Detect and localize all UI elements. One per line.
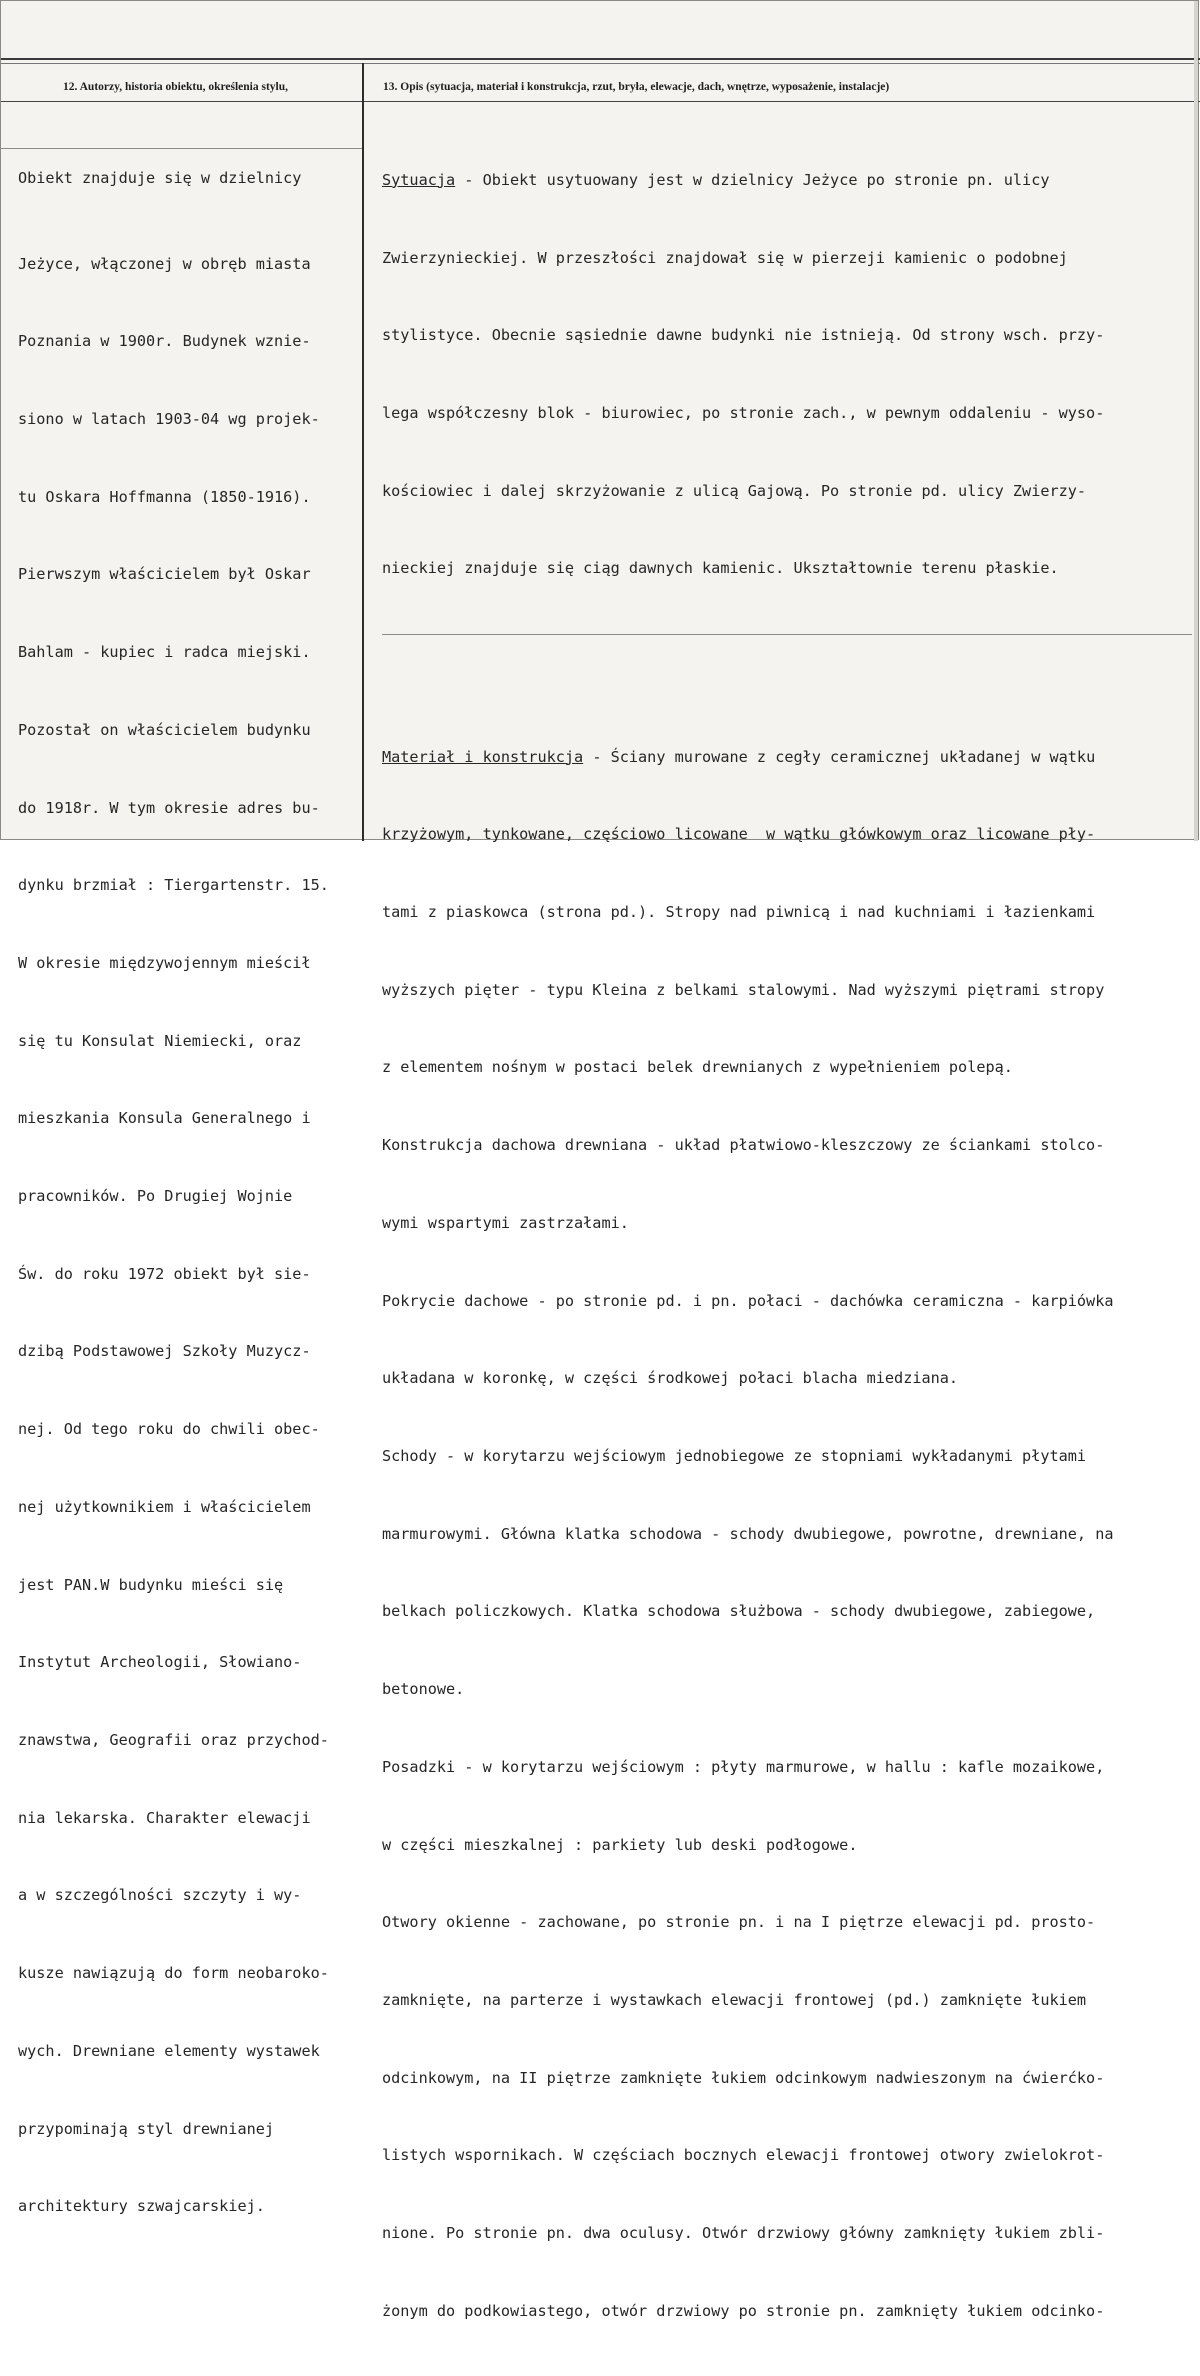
text-line: jest PAN.W budynku mieści się — [18, 1575, 284, 1594]
section-12-header: 12. Autorzy, historia obiektu, określenia stylu, — [63, 81, 289, 93]
text-line: przypominają styl drewnianej — [18, 2119, 275, 2138]
text-line: Jeżyce, włączonej w obręb miasta — [18, 254, 311, 273]
text-line — [382, 745, 1192, 771]
text-line: Posadzki - w korytarzu wejściowym : płyty marmurowe, w hallu : kafle mozaikowe, — [382, 1757, 1105, 1776]
text-line: nej. Od tego roku do chwili obec- — [18, 1420, 320, 1439]
text-line: Zwierzynieckiej. W przeszłości znajdował się w pierzeji kamienic o podobnej — [382, 248, 1068, 267]
sytuacja-heading: Sytuacja — [382, 170, 456, 189]
text-line: a w szczególności szczyty i wy- — [18, 1886, 302, 1905]
text-line: Pierwszym właścicielem był Oskar — [18, 565, 311, 584]
text-line: nej użytkownikiem i właścicielem — [18, 1497, 311, 1516]
text-line: wych. Drewniane elementy wystawek — [18, 2041, 320, 2060]
page-edge — [1194, 1, 1198, 841]
text-line: mieszkania Konsula Generalnego i — [18, 1109, 311, 1128]
top-rule-secondary — [1, 63, 1200, 64]
text-line: architektury szwajcarskiej. — [18, 2197, 265, 2216]
text-line: dzibą Podstawowej Szkoły Muzycz- — [18, 1342, 311, 1361]
header-underline-left — [1, 101, 362, 102]
text-line: W okresie międzywojennym mieścił — [18, 953, 311, 972]
text-line: Poznania w 1900r. Budynek wznie- — [18, 332, 311, 351]
text-line: dynku brzmiał : Tiergartenstr. 15. — [18, 876, 329, 895]
text-line: listych wspornikach. W częściach bocznych elewacji frontowej otwory zwielokrot- — [382, 2146, 1105, 2165]
text-line — [382, 168, 1192, 194]
material-heading: Materiał i konstrukcja — [382, 747, 584, 766]
text-line: krzyżowym, tynkowane, częściowo licowane w wątku główkowym oraz licowane pły- — [382, 825, 1096, 844]
text-line: żonym do podkowiastego, otwór drzwiowy po stronie pn. zamknięty łukiem odcinko- — [382, 2301, 1105, 2320]
text-line: betonowe. — [382, 1680, 465, 1699]
text-line: do 1918r. W tym okresie adres bu- — [18, 798, 320, 817]
description-text — [382, 116, 1192, 2376]
text-line: Pozostał on właścicielem budynku — [18, 720, 311, 739]
text-line: odcinkowym, na II piętrze zamknięte łukiem odcinkowym nadwieszonym na ćwierćko- — [382, 2068, 1105, 2087]
text-line: Obiekt znajduje się w dzielnicy — [18, 168, 302, 187]
text-line: belkach policzkowych. Klatka schodowa służbowa - schody dwubiegowe, zabiegowe, — [382, 1602, 1096, 1621]
section-13-header: 13. Opis (sytuacja, materiał i konstrukcja, rzut, bryła, elewacje, dach, wnętrze, wyposażenie, instalacje) — [383, 81, 890, 93]
header-underline-right — [364, 101, 1200, 102]
text-fragment: - Ściany murowane z cegły ceramicznej układanej w wątku — [583, 747, 1096, 766]
history-text — [18, 114, 358, 2272]
text-line: się tu Konsulat Niemiecki, oraz — [18, 1031, 302, 1050]
text-line: tami z piaskowca (strona pd.). Stropy nad piwnicą i nad kuchniami i łazienkami — [382, 903, 1096, 922]
text-line: stylistyce. Obecnie sąsiednie dawne budynki nie istnieją. Od strony wsch. przy- — [382, 326, 1105, 345]
paragraph-gap — [382, 687, 1192, 693]
text-line: z elementem nośnym w postaci belek drewnianych z wypełnieniem polepą. — [382, 1058, 1013, 1077]
text-line: układana w koronkę, w części środkowej połaci blacha miedziana. — [382, 1369, 959, 1388]
column-divider — [362, 63, 364, 841]
top-rule — [1, 58, 1200, 60]
text-line: Bahlam - kupiec i radca miejski. — [18, 643, 311, 662]
text-line: znawstwa, Geografii oraz przychod- — [18, 1730, 329, 1749]
text-line: pracowników. Po Drugiej Wojnie — [18, 1187, 293, 1206]
text-line: marmurowymi. Główna klatka schodowa - schody dwubiegowe, powrotne, drewniane, na — [382, 1524, 1114, 1543]
text-line: Św. do roku 1972 obiekt był sie- — [18, 1264, 311, 1283]
text-line: wyższych pięter - typu Kleina z belkami stalowymi. Nad wyższymi piętrami stropy — [382, 980, 1105, 999]
text-line: wymi wspartymi zastrzałami. — [382, 1213, 629, 1232]
text-line: Schody - w korytarzu wejściowym jednobiegowe ze stopniami wykładanymi płytami — [382, 1446, 1087, 1465]
text-line: zamknięte, na parterze i wystawkach elewacji frontowej (pd.) zamknięte łukiem — [382, 1990, 1087, 2009]
text-line: Pokrycie dachowe - po stronie pd. i pn. połaci - dachówka ceramiczna - karpiówka — [382, 1291, 1114, 1310]
text-line: Instytut Archeologii, Słowiano- — [18, 1653, 302, 1672]
text-line: Konstrukcja dachowa drewniana - układ płatwiowo-kleszczowy ze ściankami stolco- — [382, 1136, 1105, 1155]
text-line: tu Oskara Hoffmanna (1850-1916). — [18, 487, 311, 506]
text-fragment: - Obiekt usytuowany jest w dzielnicy Jeżyce po stronie pn. ulicy — [455, 170, 1050, 189]
text-line: siono w latach 1903-04 wg projek- — [18, 410, 320, 429]
paragraph-separator — [382, 634, 1192, 635]
text-line: kusze nawiązują do form neobaroko- — [18, 1964, 329, 1983]
text-line: nieckiej znajduje się ciąg dawnych kamienic. Ukształtownie terenu płaskie. — [382, 559, 1059, 578]
text-line: lega współczesny blok - biurowiec, po stronie zach., w pewnym oddaleniu - wyso- — [382, 403, 1105, 422]
text-line: Otwory okienne - zachowane, po stronie pn. i na I piętrze elewacji pd. prosto- — [382, 1913, 1096, 1932]
text-line: nione. Po stronie pn. dwa oculusy. Otwór drzwiowy główny zamknięty łukiem zbli- — [382, 2224, 1105, 2243]
text-line: kościowiec i dalej skrzyżowanie z ulicą Gajową. Po stronie pd. ulicy Zwierzy- — [382, 481, 1087, 500]
text-line: nia lekarska. Charakter elewacji — [18, 1808, 311, 1827]
text-line: w części mieszkalnej : parkiety lub deski podłogowe. — [382, 1835, 858, 1854]
